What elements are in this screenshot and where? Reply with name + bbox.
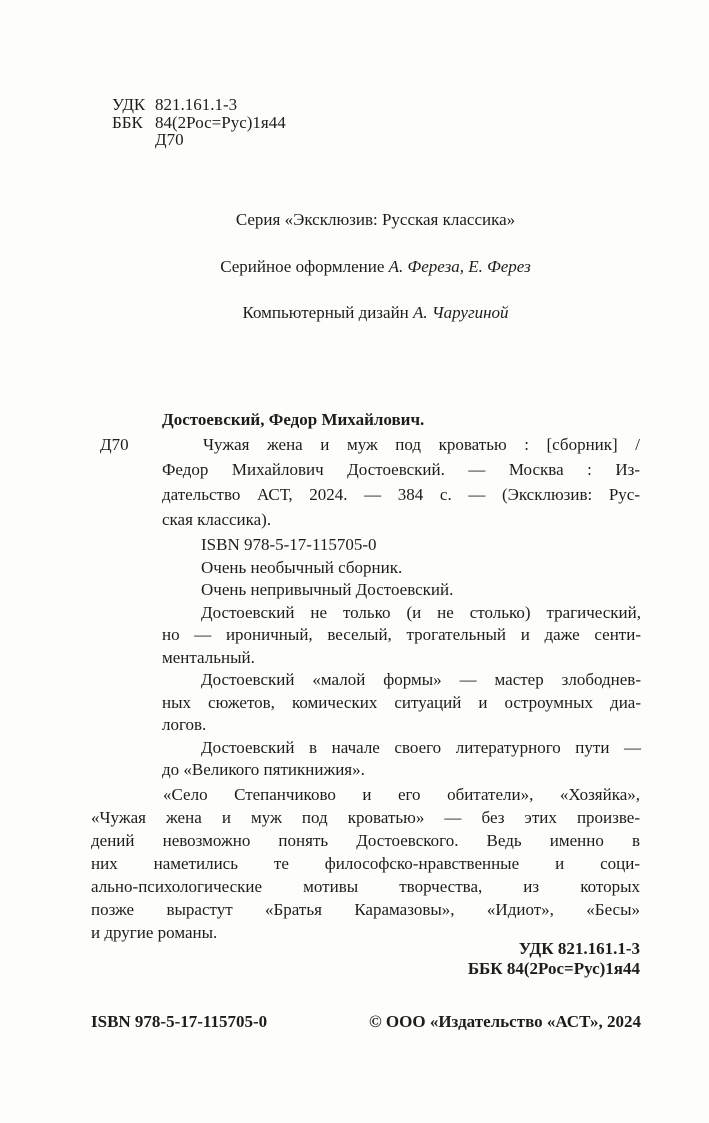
annotation-line: Очень непривычный Достоевский. — [201, 580, 454, 599]
footer-isbn: ISBN 978-5-17-115705-0 — [91, 1012, 268, 1031]
computer-design-credit — [101, 303, 650, 323]
catalog-line: ская классика). — [162, 510, 272, 529]
summary-line: ально-психологические мотивы творчества, из которых — [91, 877, 640, 896]
summary-paragraph — [91, 783, 640, 944]
catalog-line: дательство АСТ, 2024. — 384 с. — (Эксклюзив: Рус- — [162, 485, 640, 504]
bottom-udk: УДК 821.161.1-3 — [518, 939, 640, 958]
annotation-block — [162, 534, 641, 782]
summary-line: «Чужая жена и муж под кроватью» — без этих произве- — [91, 808, 640, 827]
bbk-row — [112, 114, 286, 132]
bbk-label: ББК — [112, 112, 143, 132]
series-design-names: А. Фереза, Е. Ферез — [388, 257, 531, 276]
annotation-line: до «Великого пятикнижия». — [162, 760, 365, 779]
footer-copyright: © ООО «Издательство «АСТ», 2024 — [368, 1012, 641, 1031]
annotation-line: Достоевский в начале своего литературного пути — — [201, 737, 641, 757]
annotation-isbn: ISBN 978-5-17-115705-0 — [201, 535, 377, 554]
footer-line — [91, 1012, 641, 1032]
series-title: Серия «Эксклюзив: Русская классика» — [235, 210, 516, 229]
summary-line: и другие романы. — [91, 923, 218, 942]
udk-label: УДК — [112, 95, 146, 114]
catalog-line: Федор Михайлович Достоевский. — Москва : Из- — [162, 460, 640, 479]
computer-design-names: А. Чаругиной — [413, 303, 509, 322]
bbk-value: 84(2Рос=Рус)1я44 — [155, 112, 286, 132]
computer-design-prefix: Компьютерный дизайн — [242, 303, 414, 322]
annotation-line: но — ироничный, веселый, трогательный и даже сенти- — [162, 625, 641, 644]
summary-line: дений невозможно понять Достоевского. Ведь именно в — [91, 831, 640, 850]
catalog-text — [162, 407, 640, 532]
annotation-line: Достоевский не только (и не столько) трагический, — [201, 602, 641, 622]
annotation-line: Достоевский «малой формы» — мастер злободнев- — [201, 670, 641, 689]
udk-value: 821.161.1-3 — [155, 95, 238, 114]
annotation-line: ных сюжетов, комических ситуаций и остроумных диа- — [162, 692, 641, 712]
summary-line: «Село Степанчиково и его обитатели», «Хозяйка», — [163, 785, 640, 804]
top-classification-block — [112, 96, 286, 149]
summary-line: них наметились те философско-нравственные и соци- — [91, 854, 640, 873]
author-code-row — [112, 131, 286, 149]
annotation-line: логов. — [162, 715, 207, 734]
summary-line: позже вырастут «Братья Карамазовы», «Идиот», «Бесы» — [91, 900, 640, 919]
catalog-line: Чужая жена и муж под кроватью : [сборник] / — [203, 435, 640, 454]
series-design-prefix: Серийное оформление — [220, 257, 389, 276]
catalog-entry — [91, 407, 649, 532]
bottom-classification-block — [468, 939, 640, 979]
series-design-credit — [101, 257, 650, 277]
bottom-bbk: ББК 84(2Рос=Рус)1я44 — [467, 959, 640, 978]
annotation-line: Очень необычный сборник. — [201, 557, 403, 577]
catalog-margin-code: Д70 — [100, 435, 129, 454]
catalog-author: Достоевский, Федор Михайлович. — [162, 410, 425, 429]
udk-row — [112, 96, 286, 114]
author-code: Д70 — [155, 130, 184, 149]
annotation-line: ментальный. — [162, 647, 255, 667]
